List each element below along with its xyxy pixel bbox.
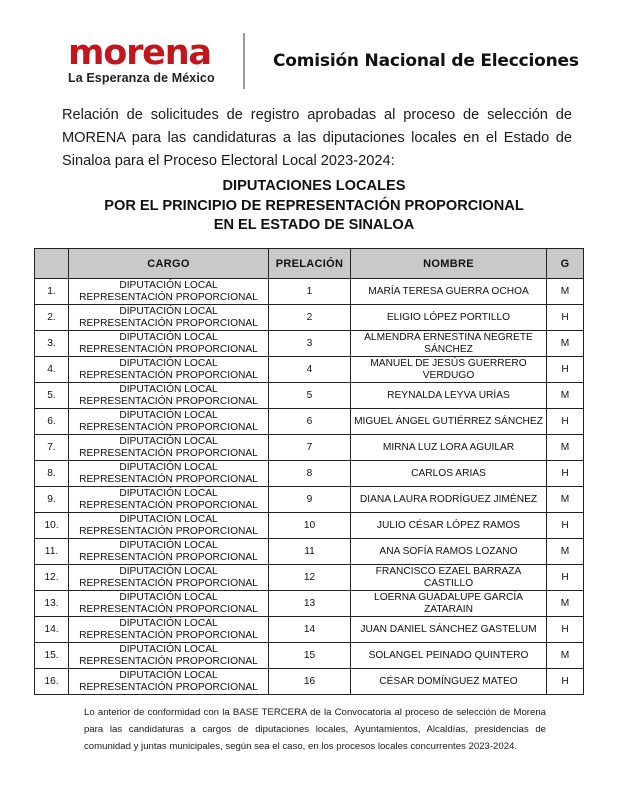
cargo-line-1: DIPUTACIÓN LOCAL — [119, 618, 218, 629]
cargo-line-1: DIPUTACIÓN LOCAL — [119, 566, 218, 577]
cell-nombre: MIGUEL ÁNGEL GUTIÉRREZ SÁNCHEZ — [351, 409, 547, 435]
table-row — [35, 617, 584, 643]
cargo-line-1: DIPUTACIÓN LOCAL — [119, 332, 218, 343]
cell-genero: H — [547, 669, 584, 695]
cell-nombre: MANUEL DE JESÚS GUERRERO VERDUGO — [351, 357, 547, 383]
cell-nombre: SOLANGEL PEINADO QUINTERO — [351, 643, 547, 669]
cell-prelacion: 11 — [269, 539, 351, 565]
cell-nombre: REYNALDA LEYVA URÍAS — [351, 383, 547, 409]
row-number: 3. — [35, 331, 69, 357]
cell-prelacion: 15 — [269, 643, 351, 669]
column-header-prelacion: PRELACIÓN — [269, 249, 351, 279]
cargo-line-1: DIPUTACIÓN LOCAL — [119, 436, 218, 447]
cell-genero: H — [547, 409, 584, 435]
cell-nombre: JULIO CÉSAR LÓPEZ RAMOS — [351, 513, 547, 539]
table-row — [35, 305, 584, 331]
cell-nombre: MARÍA TERESA GUERRA OCHOA — [351, 279, 547, 305]
row-number: 16. — [35, 669, 69, 695]
cargo-line-1: DIPUTACIÓN LOCAL — [119, 280, 218, 291]
cargo-line-1: DIPUTACIÓN LOCAL — [119, 670, 218, 681]
cell-genero: M — [547, 435, 584, 461]
row-number: 14. — [35, 617, 69, 643]
row-number: 13. — [35, 591, 69, 617]
row-number: 2. — [35, 305, 69, 331]
cell-cargo — [69, 357, 269, 383]
cell-cargo — [69, 461, 269, 487]
cell-nombre: CARLOS ARIAS — [351, 461, 547, 487]
cargo-line-1: DIPUTACIÓN LOCAL — [119, 644, 218, 655]
cell-genero: M — [547, 591, 584, 617]
cell-prelacion: 14 — [269, 617, 351, 643]
cell-prelacion: 10 — [269, 513, 351, 539]
morena-logo-wordmark: morena — [68, 33, 211, 73]
cell-cargo — [69, 565, 269, 591]
cell-nombre: FRANCISCO EZAEL BARRAZA CASTILLO — [351, 565, 547, 591]
cargo-line-1: DIPUTACIÓN LOCAL — [119, 384, 218, 395]
cell-prelacion: 5 — [269, 383, 351, 409]
cell-prelacion: 7 — [269, 435, 351, 461]
commission-title: Comisión Nacional de Elecciones — [273, 51, 579, 71]
page-title — [64, 177, 564, 236]
cargo-line-2: REPRESENTACIÓN PROPORCIONAL — [79, 629, 258, 641]
cell-prelacion: 1 — [269, 279, 351, 305]
row-number: 1. — [35, 279, 69, 305]
document-header — [0, 28, 628, 94]
cell-cargo — [69, 383, 269, 409]
cargo-line-2: REPRESENTACIÓN PROPORCIONAL — [79, 681, 258, 693]
cell-nombre: DIANA LAURA RODRÍGUEZ JIMÉNEZ — [351, 487, 547, 513]
cargo-line-2: REPRESENTACIÓN PROPORCIONAL — [79, 577, 258, 589]
cargo-line-1: DIPUTACIÓN LOCAL — [119, 514, 218, 525]
cargo-line-2: REPRESENTACIÓN PROPORCIONAL — [79, 369, 258, 381]
morena-logo-tagline: La Esperanza de México — [68, 71, 215, 85]
row-number: 7. — [35, 435, 69, 461]
cargo-line-1: DIPUTACIÓN LOCAL — [119, 358, 218, 369]
page-title-line-2: POR EL PRINCIPIO DE REPRESENTACIÓN PROPORCIONAL — [104, 197, 524, 214]
column-header-nombre: NOMBRE — [351, 249, 547, 279]
registrations-table — [34, 248, 584, 695]
cell-prelacion: 12 — [269, 565, 351, 591]
cell-nombre: JUAN DANIEL SÁNCHEZ GASTELUM — [351, 617, 547, 643]
page-title-line-3: EN EL ESTADO DE SINALOA — [213, 217, 415, 233]
cargo-line-2: REPRESENTACIÓN PROPORCIONAL — [79, 395, 258, 407]
row-number: 12. — [35, 565, 69, 591]
cell-genero: H — [547, 461, 584, 487]
cell-genero: M — [547, 331, 584, 357]
row-number: 6. — [35, 409, 69, 435]
table-row — [35, 331, 584, 357]
cell-genero: M — [547, 279, 584, 305]
cargo-line-2: REPRESENTACIÓN PROPORCIONAL — [79, 343, 258, 355]
cell-nombre: CÉSAR DOMÍNGUEZ MATEO — [351, 669, 547, 695]
cargo-line-2: REPRESENTACIÓN PROPORCIONAL — [79, 473, 258, 485]
cell-cargo — [69, 487, 269, 513]
table-row — [35, 409, 584, 435]
cell-genero: H — [547, 513, 584, 539]
cell-cargo — [69, 669, 269, 695]
cargo-line-1: DIPUTACIÓN LOCAL — [119, 306, 218, 317]
cell-genero: M — [547, 539, 584, 565]
cell-cargo — [69, 539, 269, 565]
intro-paragraph: Relación de solicitudes de registro aprobadas al proceso de selección de MORENA para las candidaturas a las diputaciones locales en el Estado de Sinaloa para el Proceso Electoral Local 2023-2024: — [62, 107, 572, 169]
cell-prelacion: 13 — [269, 591, 351, 617]
cargo-line-2: REPRESENTACIÓN PROPORCIONAL — [79, 499, 258, 511]
cargo-line-2: REPRESENTACIÓN PROPORCIONAL — [79, 421, 258, 433]
cell-genero: H — [547, 565, 584, 591]
cell-cargo — [69, 435, 269, 461]
table-row — [35, 435, 584, 461]
table-row — [35, 279, 584, 305]
cell-genero: M — [547, 487, 584, 513]
cell-prelacion: 3 — [269, 331, 351, 357]
cell-nombre: ANA SOFÍA RAMOS LOZANO — [351, 539, 547, 565]
cell-genero: M — [547, 643, 584, 669]
cell-genero: M — [547, 383, 584, 409]
cell-prelacion: 8 — [269, 461, 351, 487]
row-number: 15. — [35, 643, 69, 669]
row-number: 10. — [35, 513, 69, 539]
row-number: 5. — [35, 383, 69, 409]
cargo-line-1: DIPUTACIÓN LOCAL — [119, 592, 218, 603]
table-row — [35, 383, 584, 409]
cell-prelacion: 2 — [269, 305, 351, 331]
cargo-line-1: DIPUTACIÓN LOCAL — [119, 462, 218, 473]
cell-genero: H — [547, 305, 584, 331]
cargo-line-1: DIPUTACIÓN LOCAL — [119, 488, 218, 499]
cargo-line-2: REPRESENTACIÓN PROPORCIONAL — [79, 603, 258, 615]
cell-nombre: ELIGIO LÓPEZ PORTILLO — [351, 305, 547, 331]
column-header-g: G — [547, 249, 584, 279]
table-row — [35, 591, 584, 617]
cell-nombre: MIRNA LUZ LORA AGUILAR — [351, 435, 547, 461]
cell-cargo — [69, 409, 269, 435]
cell-cargo — [69, 279, 269, 305]
table-row — [35, 487, 584, 513]
cargo-line-2: REPRESENTACIÓN PROPORCIONAL — [79, 317, 258, 329]
table-row — [35, 669, 584, 695]
cell-genero: H — [547, 357, 584, 383]
column-header-number — [35, 249, 69, 279]
row-number: 4. — [35, 357, 69, 383]
cell-prelacion: 4 — [269, 357, 351, 383]
header-divider — [243, 33, 245, 89]
column-header-cargo: CARGO — [69, 249, 269, 279]
page-title-line-1: DIPUTACIONES LOCALES — [222, 178, 406, 194]
cell-prelacion: 9 — [269, 487, 351, 513]
cell-cargo — [69, 331, 269, 357]
cell-genero: H — [547, 617, 584, 643]
cell-nombre: ALMENDRA ERNESTINA NEGRETE SÁNCHEZ — [351, 331, 547, 357]
cell-cargo — [69, 513, 269, 539]
table-row — [35, 461, 584, 487]
table-row — [35, 513, 584, 539]
cargo-line-2: REPRESENTACIÓN PROPORCIONAL — [79, 447, 258, 459]
cargo-line-2: REPRESENTACIÓN PROPORCIONAL — [79, 525, 258, 537]
table-header-row — [35, 249, 584, 279]
cell-nombre: LOERNA GUADALUPE GARCÍA ZATARAIN — [351, 591, 547, 617]
table-row — [35, 565, 584, 591]
registrations-table-container — [34, 248, 583, 695]
cargo-line-2: REPRESENTACIÓN PROPORCIONAL — [79, 655, 258, 667]
morena-logo — [68, 33, 243, 86]
row-number: 11. — [35, 539, 69, 565]
cargo-line-2: REPRESENTACIÓN PROPORCIONAL — [79, 551, 258, 563]
table-row — [35, 539, 584, 565]
cargo-line-1: DIPUTACIÓN LOCAL — [119, 540, 218, 551]
cargo-line-1: DIPUTACIÓN LOCAL — [119, 410, 218, 421]
cell-cargo — [69, 305, 269, 331]
table-row — [35, 643, 584, 669]
cell-cargo — [69, 643, 269, 669]
cell-prelacion: 16 — [269, 669, 351, 695]
row-number: 9. — [35, 487, 69, 513]
table-row — [35, 357, 584, 383]
footer-note: Lo anterior de conformidad con la BASE TERCERA de la Convocatoria al proceso de selección de Morena para las candidaturas a cargos de diputaciones locales, Ayuntamientos, Alcaldías, presidencias de comunidad y juntas municipales, según sea el caso, en los procesos locales concurrentes 2023-2024. — [84, 707, 546, 752]
row-number: 8. — [35, 461, 69, 487]
table-body — [35, 279, 584, 695]
cargo-line-2: REPRESENTACIÓN PROPORCIONAL — [79, 291, 258, 303]
cell-cargo — [69, 617, 269, 643]
cell-cargo — [69, 591, 269, 617]
cell-prelacion: 6 — [269, 409, 351, 435]
